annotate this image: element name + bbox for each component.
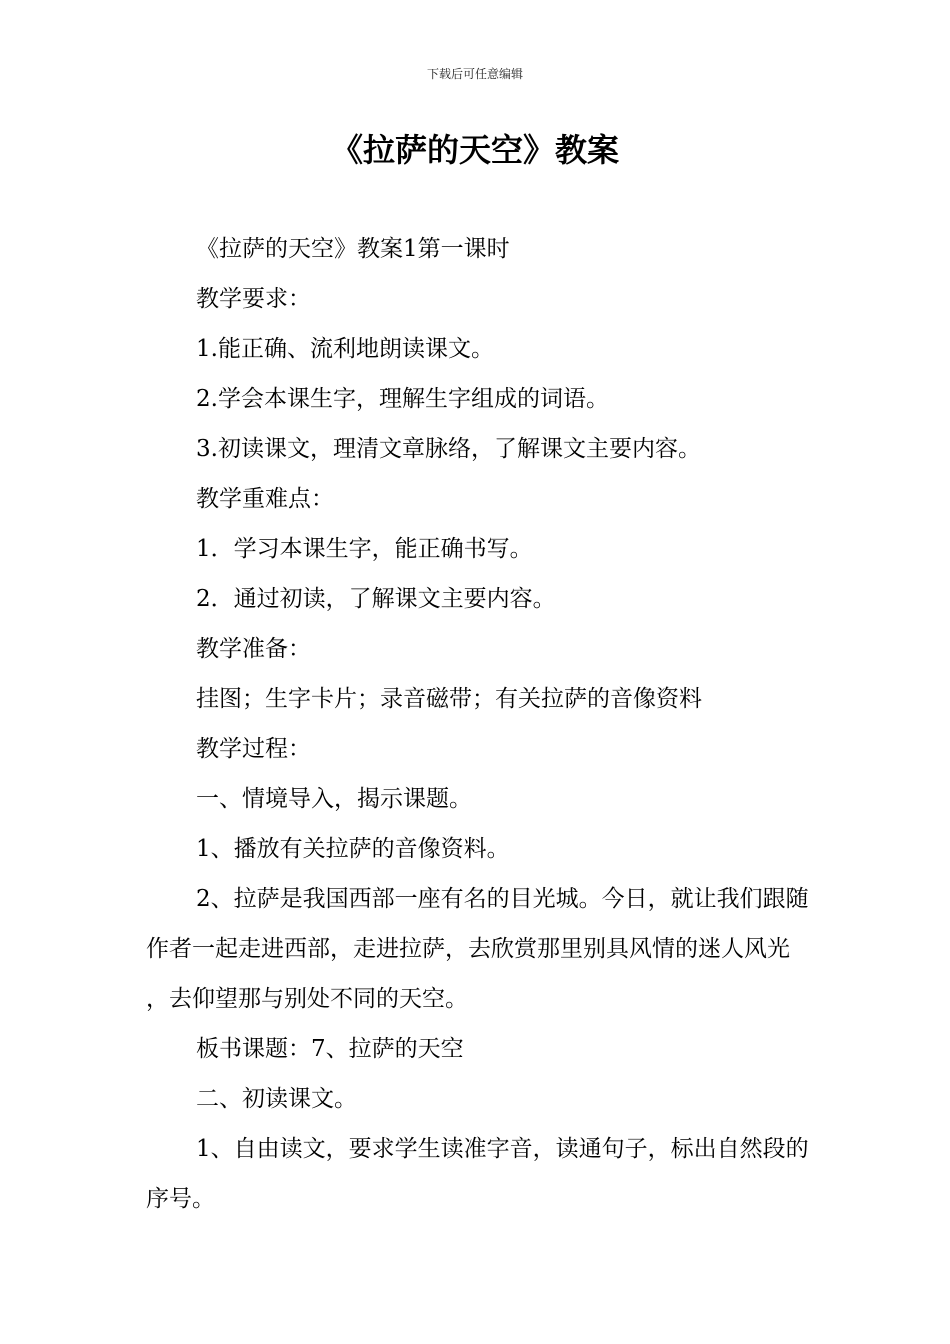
paragraph-teaching-process: 教学过程： [196,736,311,762]
paragraph-key-points: 教学重难点： [196,486,334,512]
document-title: 《拉萨的天空》教案 [330,131,619,169]
page-header-note: 下载后可任意编辑 [426,67,523,81]
paragraph-reading-step-1: 1、自由读文，要求学生读准字音，读通句子，标出自然段的序号。 [146,1136,809,1212]
paragraph-step-1: 1、播放有关拉萨的音像资料。 [196,836,510,862]
paragraph-key-point-1: 1．学习本课生字，能正确书写。 [196,536,533,562]
paragraph-section-1: 一、情境导入，揭示课题。 [196,786,472,812]
paragraph-requirement-1: 1.能正确、流利地朗读课文。 [196,336,494,362]
paragraph-key-point-2: 2．通过初读，了解课文主要内容。 [196,586,556,612]
paragraph-section-2: 二、初读课文。 [196,1086,357,1112]
paragraph-preparation-items: 挂图；生字卡片；录音磁带；有关拉萨的音像资料 [196,686,702,712]
paragraph-teaching-requirements: 教学要求： [196,286,311,312]
paragraph-requirement-3: 3.初读课文，理清文章脉络，了解课文主要内容。 [196,436,701,462]
paragraph-lesson-heading: 《拉萨的天空》教案1第一课时 [196,236,510,262]
paragraph-step-2: 2、拉萨是我国西部一座有名的目光城。今日，就让我们跟随作者一起走进西部，走进拉萨，去欣赏那里别具风情的迷人风光，去仰望那与别处不同的天空。 [146,886,809,1012]
paragraph-preparation: 教学准备： [196,636,311,662]
paragraph-requirement-2: 2.学会本课生字，理解生字组成的词语。 [196,386,609,412]
paragraph-board-title: 板书课题：7、拉萨的天空 [196,1036,464,1062]
document-body [146,224,810,1224]
